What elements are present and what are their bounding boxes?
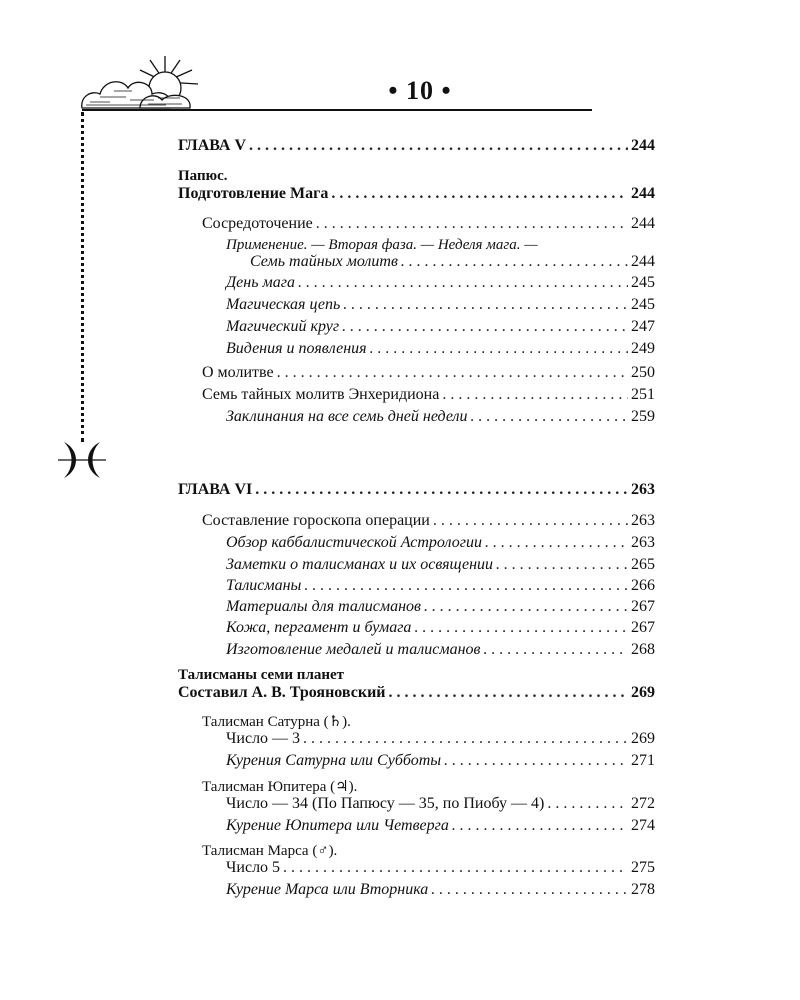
toc-jupiter-title: Талисман Юпитера (♃). [202, 779, 358, 795]
toc-entry-mage-day[interactable]: День мага . . . 245 [226, 274, 655, 292]
toc-entry-horoscope[interactable]: Составление гороскопа операции . . . 263 [202, 512, 655, 530]
toc-entry-mage-prep[interactable]: Подготовление Мага . . . 244 [178, 185, 655, 203]
toc-papus-title: Папюс. [178, 168, 228, 184]
toc-entry-notes-talismans[interactable]: Заметки о талисманах и их освящении . . . 265 [226, 556, 655, 574]
toc-entry-concentration[interactable]: Сосредоточение . . . 244 [202, 215, 655, 233]
toc-entry-incantations[interactable]: Заклинания на все семь дней недели . . . 259 [226, 408, 655, 426]
toc-entry-compiled[interactable]: Составил А. В. Трояновский . . . 269 [178, 684, 655, 702]
toc-entry-chapter-5[interactable]: ГЛАВА V . . . 244 [178, 137, 655, 155]
toc-entry-leather[interactable]: Кожа, пергамент и бумага . . . 267 [226, 619, 655, 637]
double-crescent-ornament-icon [58, 440, 106, 480]
toc-application-line: Применение. — Вторая фаза. — Неделя мага. — [226, 237, 538, 253]
toc-entry-jupiter-number[interactable]: Число — 34 (По Папюсу — 35, по Пиобу — 4) . . . 272 [226, 795, 655, 813]
toc-entry-mars-incense[interactable]: Курение Марса или Вторника . . . 278 [226, 881, 655, 899]
toc-entry-talismans[interactable]: Талисманы . . . 266 [226, 577, 655, 595]
toc-entry-kabbalistic[interactable]: Обзор каббалистической Астрологии . . . 263 [226, 534, 655, 552]
toc-entry-saturn-incense[interactable]: Курения Сатурна или Субботы . . . 271 [226, 752, 655, 770]
toc-seven-planets-title: Талисманы семи планет [178, 667, 345, 683]
toc-entry-medals[interactable]: Изготовление медалей и талисманов . . . 268 [226, 641, 655, 659]
toc-entry-prayer[interactable]: О молитве . . . 250 [202, 364, 655, 382]
toc-entry-saturn-number[interactable]: Число — 3 . . . 269 [226, 730, 655, 748]
page-number: • 10 • [388, 76, 452, 105]
dotted-rule [81, 112, 84, 442]
header-rule [82, 109, 592, 111]
toc-mars-title: Талисман Марса (♂). [202, 843, 338, 859]
toc-entry-magic-circle[interactable]: Магический круг . . . 247 [226, 318, 655, 336]
toc-entry-enchiridion[interactable]: Семь тайных молитв Энхеридиона . . . 251 [202, 386, 655, 404]
toc-entry-materials[interactable]: Материалы для талисманов . . . 267 [226, 598, 655, 616]
sun-clouds-icon [70, 44, 220, 114]
toc-saturn-title: Талисман Сатурна (♄). [202, 714, 351, 730]
toc-entry-magic-chain[interactable]: Магическая цепь . . . 245 [226, 296, 655, 314]
toc-entry-seven-prayers[interactable]: Семь тайных молитв . . . 244 [250, 253, 655, 271]
toc-entry-mars-number[interactable]: Число 5 . . . 275 [226, 859, 655, 877]
toc-entry-visions[interactable]: Видения и появления . . . 249 [226, 340, 655, 358]
toc-entry-jupiter-incense[interactable]: Курение Юпитера или Четверга . . . 274 [226, 817, 655, 835]
toc-entry-chapter-6[interactable]: ГЛАВА VI . . . 263 [178, 481, 655, 499]
